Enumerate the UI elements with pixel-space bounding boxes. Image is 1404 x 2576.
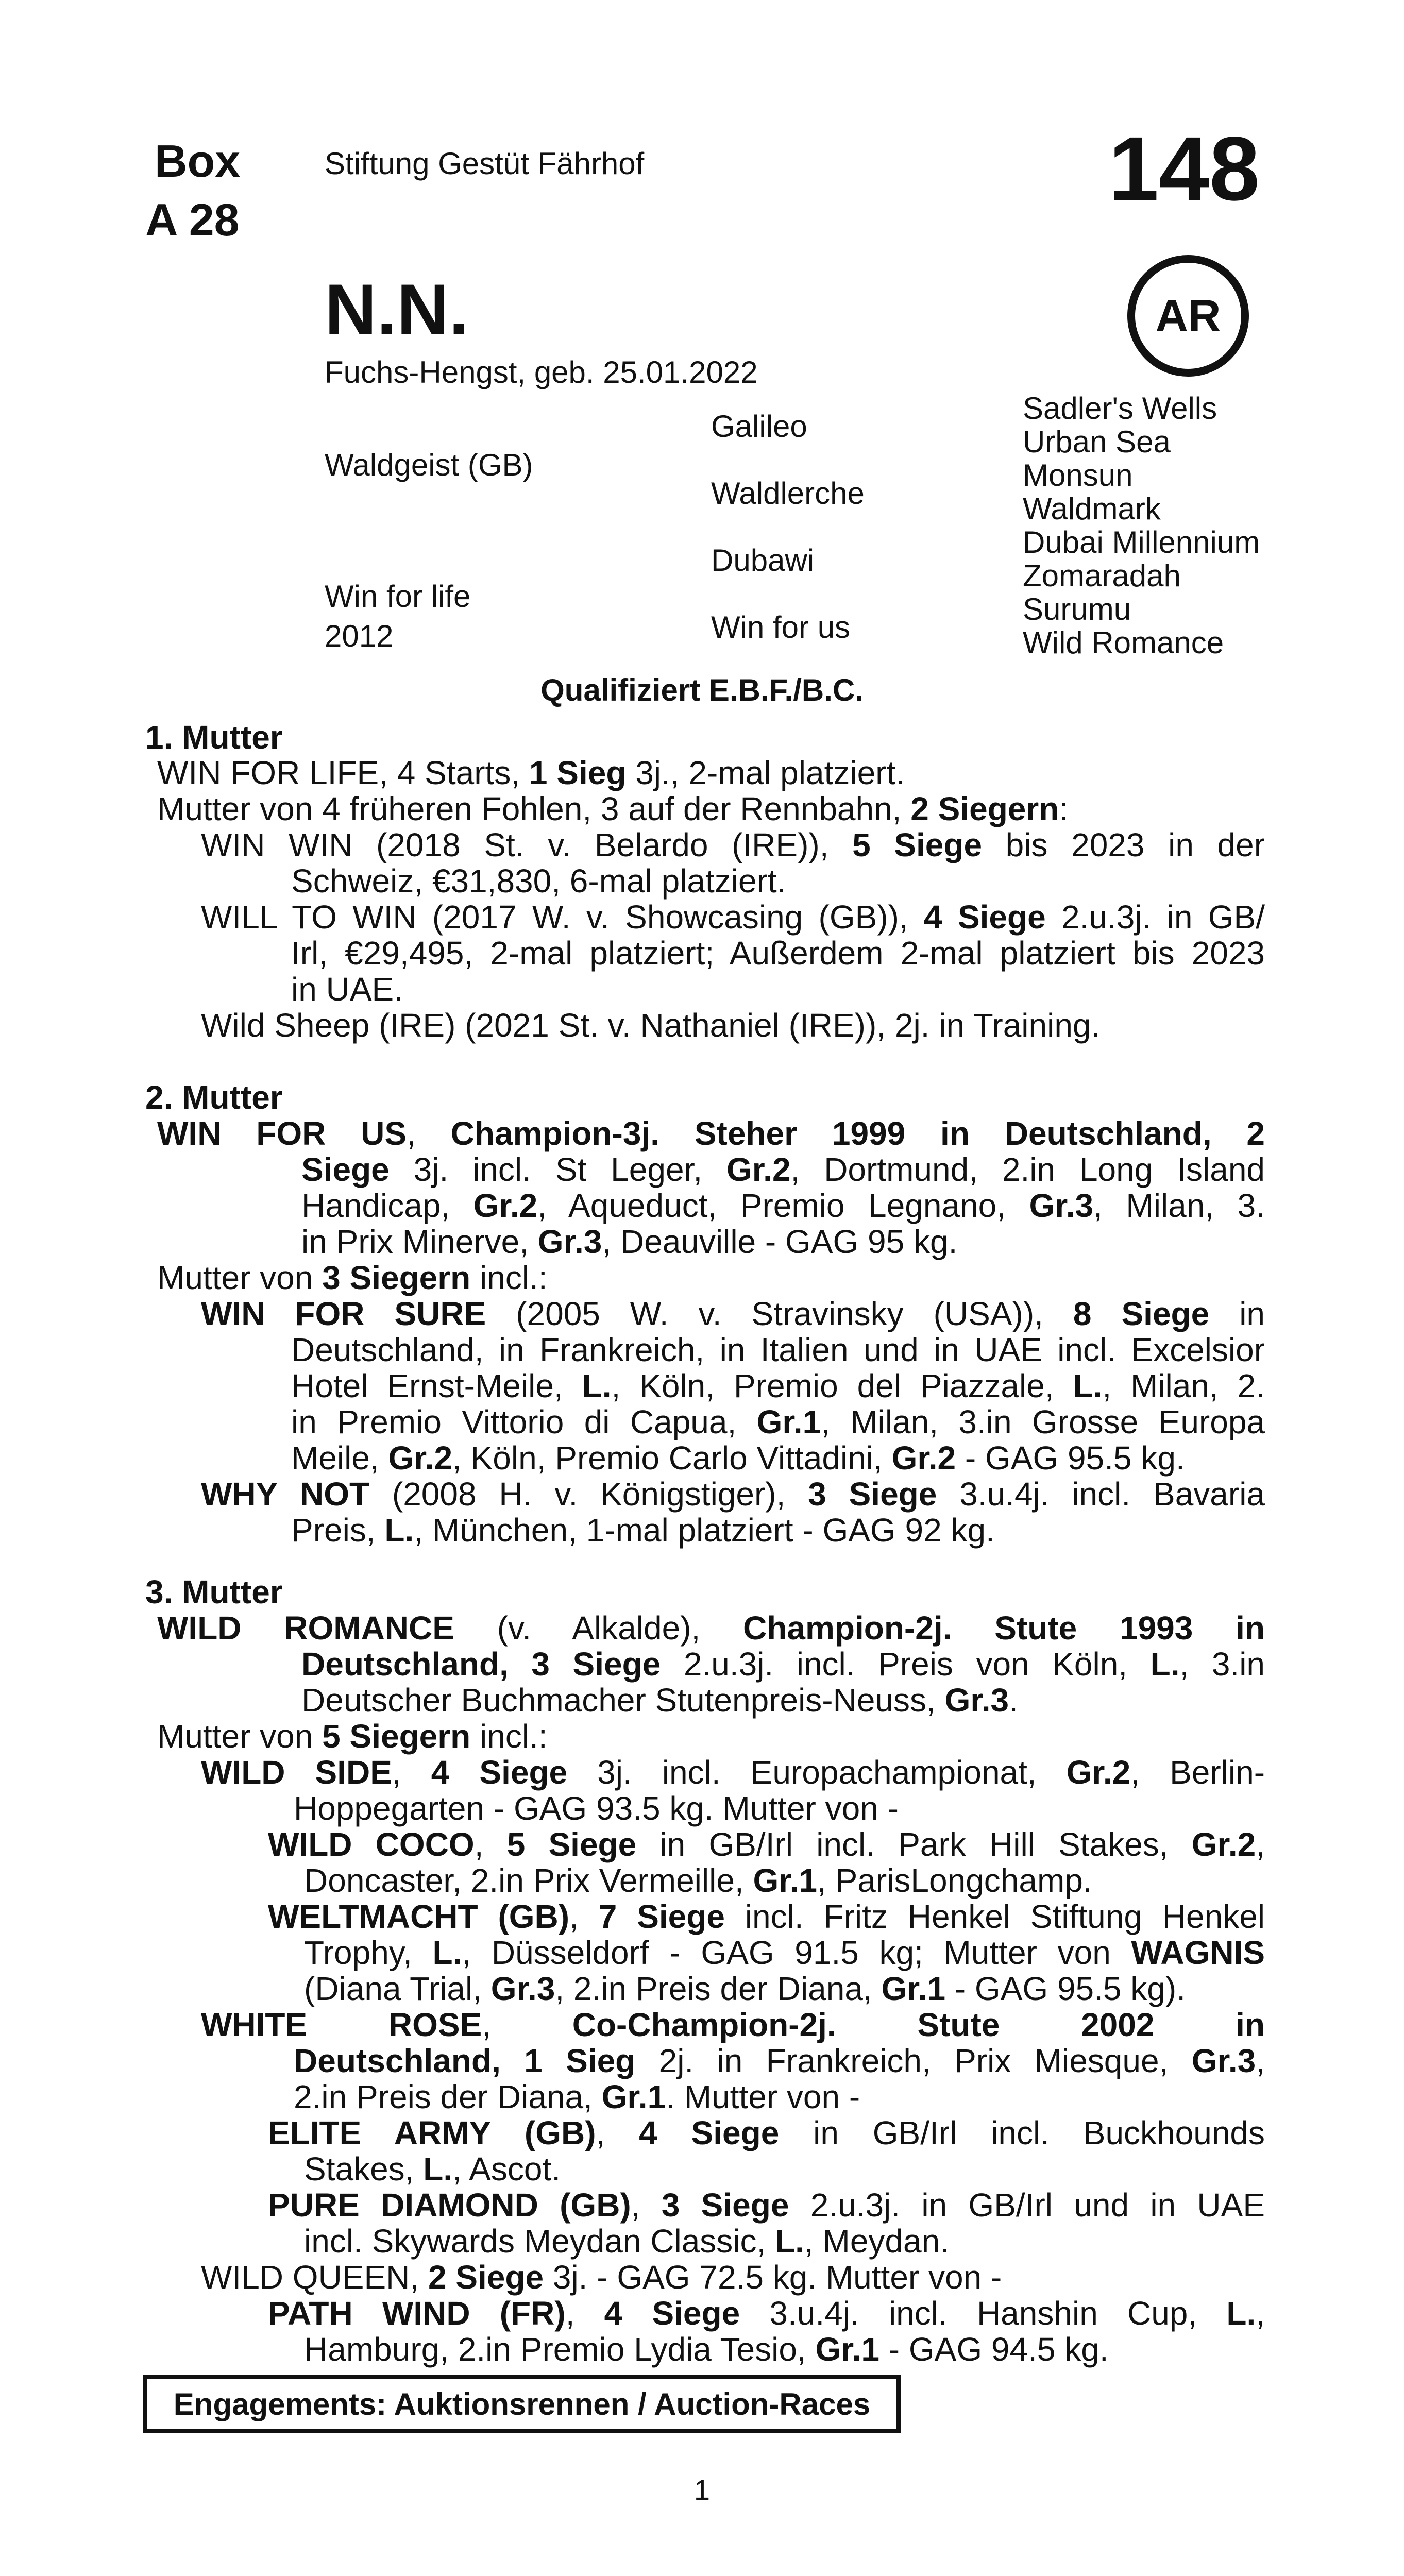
mutter-1-foal-win-win: WIN WIN (2018 St. v. Belardo (IRE)), 5 Siege bis 2023 in der Schweiz, €31,830, 6-mal platziert. bbox=[201, 826, 1265, 900]
pedigree-ggp-2: Urban Sea bbox=[1023, 425, 1171, 459]
mutter-1-foal-will-to-win: WILL TO WIN (2017 W. v. Showcasing (GB)), 4 Siege 2.u.3j. in GB/ Irl, €29,495, 2-mal platziert; Außerdem 2-mal platziert bis 2023 in UAE. bbox=[201, 899, 1265, 1008]
mutter-2-produce: Mutter von 3 Siegern incl.: bbox=[157, 1259, 548, 1296]
mutter-3-foal-wild-queen: WILD QUEEN, 2 Siege 3j. - GAG 72.5 kg. Mutter von - bbox=[201, 2259, 1002, 2296]
section-title-mutter-1: 1. Mutter bbox=[145, 719, 283, 756]
pedigree-sire: Waldgeist (GB) bbox=[325, 448, 533, 482]
pedigree-dam-year: 2012 bbox=[325, 619, 394, 653]
mutter-3-grandfoal-weltmacht: WELTMACHT (GB), 7 Siege incl. Fritz Henkel Stiftung Henkel Trophy, L., Düsseldorf - GAG 91.5 kg; Mutter von WAGNIS (Diana Trial, Gr.3, 2.in Preis der Diana, Gr.1 - GAG 95.5 kg). bbox=[268, 1898, 1265, 2007]
pedigree-ggp-4: Waldmark bbox=[1023, 492, 1161, 526]
mutter-3-grandfoal-elite-army: ELITE ARMY (GB), 4 Siege in GB/Irl incl. Buckhounds Stakes, L., Ascot. bbox=[268, 2114, 1265, 2188]
pedigree-ggp-3: Monsun bbox=[1023, 458, 1133, 493]
mutter-3-foal-wild-side: WILD SIDE, 4 Siege 3j. incl. Europachampionat, Gr.2, Berlin- Hoppegarten - GAG 93.5 kg. Mutter von - bbox=[201, 1754, 1265, 1827]
engagements-text: Engagements: Auktionsrennen / Auction-Races bbox=[173, 2386, 871, 2421]
mutter-2-foal-why-not: WHY NOT (2008 H. v. Königstiger), 3 Siege 3.u.4j. incl. Bavaria Preis, L., München, 1-mal platziert - GAG 92 kg. bbox=[201, 1476, 1265, 1549]
mutter-3-grandfoal-pure-diamond: PURE DIAMOND (GB), 3 Siege 2.u.3j. in GB/Irl und in UAE incl. Skywards Meydan Classic, L., Meydan. bbox=[268, 2187, 1265, 2260]
mutter-1-foal-wild-sheep: Wild Sheep (IRE) (2021 St. v. Nathaniel (IRE)), 2j. in Training. bbox=[201, 1007, 1101, 1044]
section-title-mutter-3: 3. Mutter bbox=[145, 1573, 283, 1611]
pedigree-dam-sire: Dubawi bbox=[711, 543, 815, 578]
pedigree-ggp-1: Sadler's Wells bbox=[1023, 391, 1217, 426]
mutter-3-grandfoal-path-wind: PATH WIND (FR), 4 Siege 3.u.4j. incl. Hanshin Cup, L., Hamburg, 2.in Premio Lydia Tesio, Gr.1 - GAG 94.5 kg. bbox=[268, 2295, 1265, 2368]
section-title-mutter-2: 2. Mutter bbox=[145, 1079, 283, 1116]
owner: Stiftung Gestüt Fährhof bbox=[325, 146, 645, 181]
pedigree-ggp-6: Zomaradah bbox=[1023, 558, 1181, 593]
engagements-box bbox=[143, 2375, 901, 2433]
page-number: 1 bbox=[693, 2473, 711, 2506]
lot-number: 148 bbox=[1108, 118, 1260, 219]
mutter-1-summary: WIN FOR LIFE, 4 Starts, 1 Sieg 3j., 2-mal platziert. bbox=[157, 754, 905, 791]
mutter-2-foal-win-for-sure: WIN FOR SURE (2005 W. v. Stravinsky (USA)), 8 Siege in Deutschland, in Frankreich, in Italien und in UAE incl. Excelsior Hotel Ernst-Meile, L., Köln, Premio del Piazzale, L., Milan, 2. in Premio Vittorio di Capua, Gr.1, Milan, 3.in Grosse Europa Meile, Gr.2, Köln, Premio Carlo Vittadini, Gr.2 - GAG 95.5 kg. bbox=[201, 1295, 1265, 1477]
pedigree-ggp-7: Surumu bbox=[1023, 592, 1131, 626]
pedigree-dam-dam: Win for us bbox=[711, 610, 851, 645]
box-number: A 28 bbox=[145, 194, 240, 245]
mutter-3-foal-white-rose: WHITE ROSE, Co-Champion-2j. Stute 2002 in Deutschland, 1 Sieg 2j. in Frankreich, Prix Miesque, Gr.3, 2.in Preis der Diana, Gr.1. Mutter von - bbox=[201, 2006, 1265, 2115]
pedigree-ggp-8: Wild Romance bbox=[1023, 625, 1224, 660]
mutter-1-produce: Mutter von 4 früheren Fohlen, 3 auf der Rennbahn, 2 Siegern: bbox=[157, 790, 1069, 827]
mutter-3-summary: WILD ROMANCE (v. Alkalde), Champion-2j. Stute 1993 in Deutschland, 3 Siege 2.u.3j. incl. Preis von Köln, L., 3.in Deutscher Buchmacher Stutenpreis-Neuss, Gr.3. bbox=[157, 1609, 1265, 1719]
horse-name: N.N. bbox=[325, 269, 469, 350]
pedigree-sire-dam: Waldlerche bbox=[711, 476, 865, 511]
horse-description: Fuchs-Hengst, geb. 25.01.2022 bbox=[325, 355, 758, 389]
qualification: Qualifiziert E.B.F./B.C. bbox=[540, 673, 864, 707]
pedigree-sire-sire: Galileo bbox=[711, 409, 807, 444]
ar-badge-text: AR bbox=[1155, 290, 1221, 341]
box-label: Box bbox=[155, 135, 241, 187]
ar-badge bbox=[1127, 255, 1249, 377]
pedigree-ggp-5: Dubai Millennium bbox=[1023, 525, 1260, 560]
mutter-3-produce: Mutter von 5 Siegern incl.: bbox=[157, 1718, 548, 1755]
mutter-3-grandfoal-wild-coco: WILD COCO, 5 Siege in GB/Irl incl. Park Hill Stakes, Gr.2, Doncaster, 2.in Prix Vermeille, Gr.1, ParisLongchamp. bbox=[268, 1826, 1265, 1899]
pedigree-dam: Win for life bbox=[325, 579, 471, 614]
mutter-2-summary: WIN FOR US, Champion-3j. Steher 1999 in Deutschland, 2 Siege 3j. incl. St Leger, Gr.2, Dortmund, 2.in Long Island Handicap, Gr.2, Aqueduct, Premio Legnano, Gr.3, Milan, 3. in Prix Minerve, Gr.3, Deauville - GAG 95 kg. bbox=[157, 1115, 1265, 1260]
